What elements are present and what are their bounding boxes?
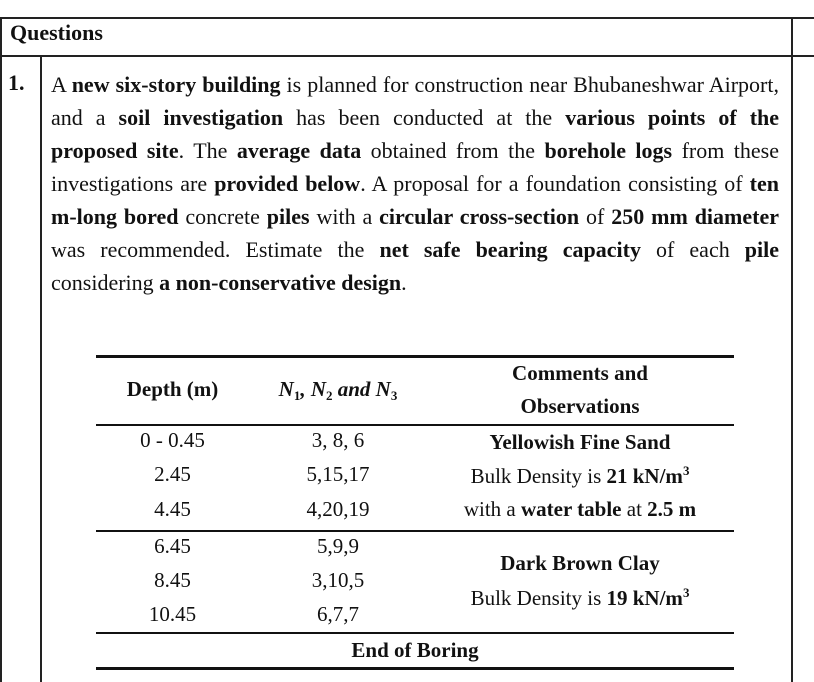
- table-bottom-rule: [96, 667, 734, 670]
- depth-cell: 0 - 0.45: [140, 428, 205, 452]
- number-column-divider: [40, 55, 42, 682]
- depth-cell: 10.45: [148, 602, 197, 626]
- emphasized-text: average data: [236, 138, 362, 163]
- question-number: 1.: [8, 70, 25, 95]
- depth-cell: 6.45: [154, 534, 191, 558]
- table-top-rule: [96, 355, 734, 358]
- density-exponent: 3: [682, 585, 690, 600]
- n-symbol: and N: [332, 377, 391, 401]
- n-symbol: N: [278, 377, 294, 401]
- question-text-segment: of: [579, 204, 612, 229]
- question-text-segment: with a: [309, 204, 380, 229]
- question-text: [51, 68, 779, 299]
- n-values-cell: 3,10,5: [311, 568, 365, 592]
- n-symbol: , N: [300, 377, 326, 401]
- emphasized-text: new six-story building: [71, 72, 281, 97]
- emphasized-text: provided below: [214, 171, 361, 196]
- question-text-segment: concrete: [178, 204, 267, 229]
- density-value: 19 kN/m: [606, 586, 683, 610]
- depth-cell: 8.45: [154, 568, 191, 592]
- depth-cell: 4.45: [154, 497, 191, 521]
- water-table-mid: at: [621, 497, 648, 521]
- question-text-segment: obtained from the: [361, 138, 545, 163]
- question-text-segment: .: [401, 270, 407, 295]
- n-values-column-header: [248, 377, 428, 404]
- layer-divider-rule: [96, 530, 734, 532]
- water-table-depth: 2.5 m: [647, 497, 697, 521]
- header-title: Questions: [10, 20, 103, 45]
- left-border: [0, 17, 2, 682]
- question-text-segment: considering: [51, 270, 160, 295]
- n-values-cell: 5,15,17: [306, 462, 370, 486]
- layer1-title: Yellowish Fine Sand: [489, 430, 671, 454]
- layer1-water-table: [430, 497, 730, 522]
- table-header-rule: [96, 424, 734, 426]
- emphasized-text: various points of the proposed site: [51, 105, 780, 163]
- emphasized-text: net safe bearing capacity: [379, 237, 641, 262]
- n-values-cell: 4,20,19: [306, 497, 370, 521]
- emphasized-text: soil investigation: [118, 105, 284, 130]
- question-text-segment: has been conducted at the: [283, 105, 566, 130]
- question-text-segment: from these investigations are: [51, 138, 780, 196]
- end-of-boring: End of Boring: [351, 638, 479, 662]
- n-values-cell: 3, 8, 6: [311, 428, 365, 452]
- depth-column-header: Depth (m): [126, 377, 219, 401]
- header-divider: [0, 55, 814, 57]
- emphasized-text: piles: [266, 204, 310, 229]
- layer2-density: [430, 585, 730, 611]
- density-exponent: 3: [682, 463, 690, 478]
- question-text-segment: . The: [178, 138, 237, 163]
- depth-cell: 2.45: [154, 462, 191, 486]
- emphasized-text: pile: [744, 237, 780, 262]
- question-text-segment: was recommended. Estimate the: [51, 237, 380, 262]
- density-value: 21 kN/m: [606, 464, 683, 488]
- emphasized-text: 250 mm diameter: [611, 204, 779, 229]
- question-text-segment: A: [51, 72, 72, 97]
- comments-column-header-line1: Comments and: [512, 361, 648, 385]
- n-subscript: 2: [325, 388, 333, 403]
- n-values-cell: 5,9,9: [317, 534, 359, 558]
- emphasized-text: ten m-long bored: [51, 171, 779, 229]
- layer1-density: [430, 463, 730, 489]
- comments-column-header-line2: Observations: [520, 394, 640, 418]
- table-end-rule: [96, 632, 734, 634]
- emphasized-text: circular cross-section: [379, 204, 580, 229]
- layer2-title: Dark Brown Clay: [500, 551, 660, 575]
- question-text-segment: . A proposal for a foundation consisting of: [360, 171, 750, 196]
- water-table-prefix: with a: [463, 497, 521, 521]
- density-label: Bulk Density is: [470, 464, 607, 488]
- emphasized-text: a non-conservative design: [159, 270, 402, 295]
- n-subscript: 3: [390, 388, 398, 403]
- n-subscript: 1: [293, 388, 301, 403]
- emphasized-text: borehole logs: [544, 138, 673, 163]
- density-label: Bulk Density is: [470, 586, 607, 610]
- n-values-cell: 6,7,7: [317, 602, 359, 626]
- top-border: [0, 17, 814, 19]
- right-column-divider: [791, 17, 793, 682]
- question-text-segment: is planned for construction near Bhubaneshwar Airport, and a: [51, 72, 779, 130]
- water-table-label: water table: [521, 497, 622, 521]
- question-text-segment: of each: [640, 237, 745, 262]
